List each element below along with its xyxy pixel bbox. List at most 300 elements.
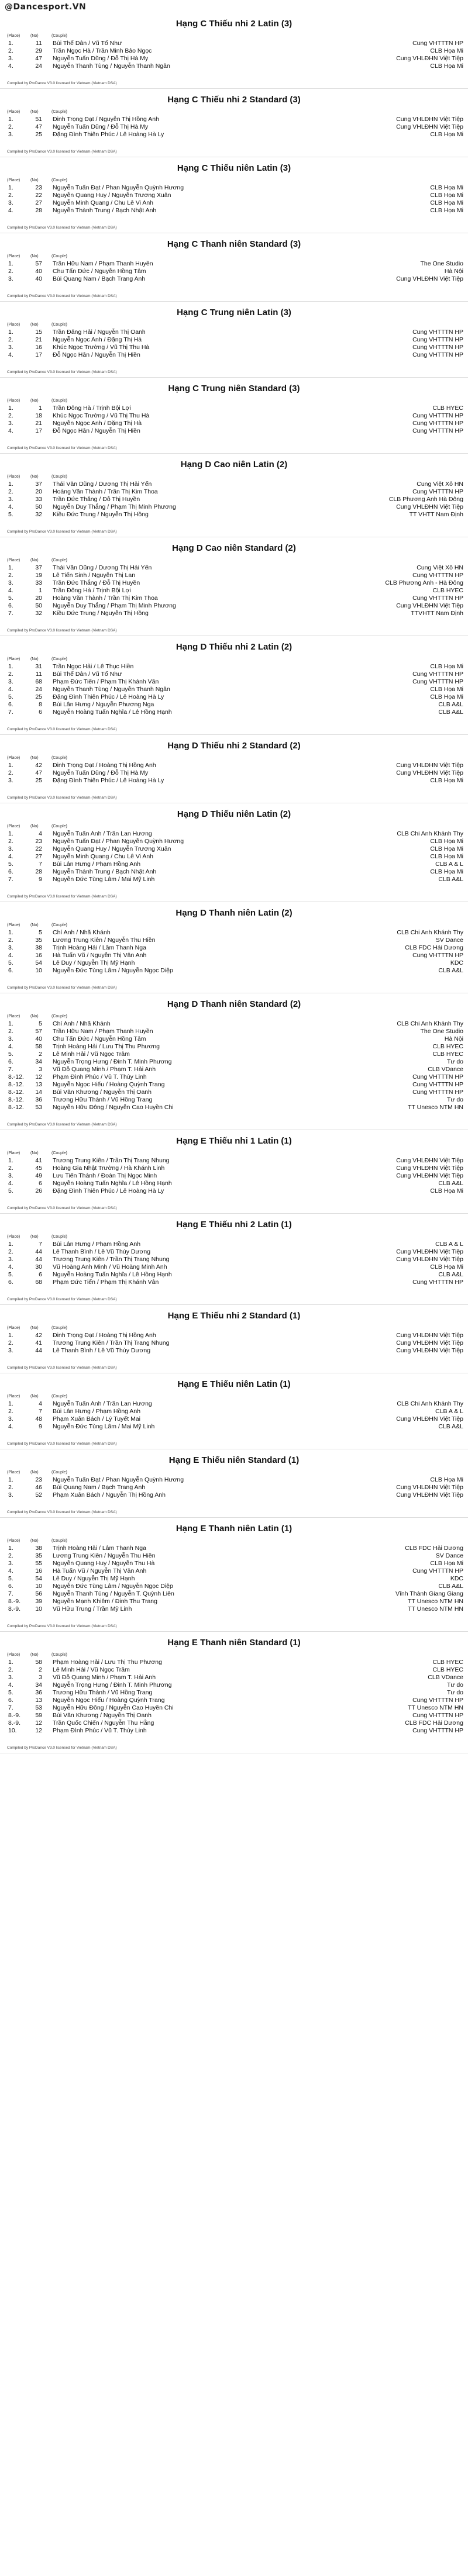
header-no: (No)	[30, 34, 39, 38]
club-cell: Tư do	[446, 1096, 463, 1103]
section-title: Hạng D Cao niên Standard (2)	[172, 543, 296, 553]
number-cell: 7	[39, 1408, 42, 1415]
result-row	[7, 1727, 463, 1735]
club-cell: CLB A&L	[438, 876, 463, 883]
couple-cell: Đặng Đình Thiên Phúc / Lê Hoàng Hà Ly	[53, 693, 164, 700]
number-cell: 33	[35, 496, 42, 503]
result-row	[7, 47, 463, 55]
result-row	[7, 192, 463, 199]
result-row	[7, 564, 463, 572]
header-couple: (Couple)	[51, 254, 67, 258]
place-cell: 3.	[8, 579, 13, 586]
place-cell: 7.	[8, 1704, 13, 1711]
number-cell: 42	[35, 762, 42, 769]
club-cell: Cung VHLĐHN Việt Tiệp	[396, 1491, 463, 1498]
couple-cell: Nguyễn Thành Trung / Bạch Nhật Anh	[53, 868, 157, 875]
section-footer: Compiled by ProDance V3.0 licensed for Vietnam (Vietnam DSA)	[7, 1624, 117, 1628]
couple-cell: Chu Tấn Đức / Nguyễn Hồng Tâm	[53, 1035, 146, 1042]
place-cell: 3.	[8, 1256, 13, 1263]
club-cell: SV Dance	[435, 1552, 463, 1559]
club-cell: Cung VHLĐHN Việt Tiệp	[396, 116, 463, 123]
result-row	[7, 587, 463, 595]
result-section	[0, 993, 468, 1130]
couple-cell: Đỗ Ngọc Hân / Nguyễn Thị Hiền	[53, 351, 140, 358]
club-cell: Cung VHTTTN HP	[412, 344, 463, 351]
place-cell: 1.	[8, 564, 13, 571]
couple-cell: Bùi Quang Nam / Bạch Trang Anh	[53, 1484, 146, 1491]
club-cell: CLB A & L	[435, 861, 463, 868]
couple-cell: Trần Ngọc Hà / Trần Minh Bảo Ngọc	[53, 47, 152, 54]
result-section	[0, 1518, 468, 1632]
result-row	[7, 412, 463, 420]
club-cell: Hà Nội	[444, 268, 463, 275]
result-row	[7, 1484, 463, 1491]
couple-cell: Bùi Văn Khương / Nguyễn Thị Oanh	[53, 1712, 152, 1719]
couple-cell: Trần Đông Hà / Trịnh Bội Lợi	[53, 587, 131, 594]
result-row	[7, 579, 463, 587]
place-cell: 1.	[8, 929, 13, 936]
result-rows	[7, 184, 463, 215]
couple-cell: Nguyễn Thanh Tùng / Nguyễn Thanh Ngân	[53, 686, 170, 693]
column-header	[7, 399, 463, 405]
couple-cell: Nguyễn Duy Thắng / Phạm Thị Minh Phương	[53, 503, 176, 510]
place-cell: 3.	[8, 1560, 13, 1567]
club-cell: Cung Việt Xô HN	[417, 481, 463, 488]
club-cell: CLB HYEC	[432, 1043, 463, 1050]
result-row	[7, 937, 463, 944]
number-cell: 23	[35, 838, 42, 845]
result-rows	[7, 830, 463, 883]
club-cell: TT VHTT Nam Định	[409, 511, 463, 518]
column-header	[7, 1151, 463, 1157]
place-cell: 6.	[8, 602, 13, 609]
number-cell: 22	[35, 192, 42, 199]
club-cell: CLB Họa Mi	[430, 1187, 463, 1194]
club-cell: Cung VHLĐHN Việt Tiệp	[396, 1165, 463, 1172]
place-cell: 1.	[8, 1020, 13, 1027]
result-row	[7, 762, 463, 769]
couple-cell: Đinh Trọng Đạt / Hoàng Thị Hồng Anh	[53, 762, 156, 769]
place-cell: 8.-12.	[8, 1089, 24, 1096]
club-cell: CLB HYEC	[432, 405, 463, 412]
club-cell: Cung VHTTTN HP	[412, 427, 463, 434]
result-section	[0, 233, 468, 302]
header-place: (Place)	[7, 475, 20, 479]
number-cell: 57	[35, 1028, 42, 1035]
couple-cell: Phạm Đức Tiến / Phạm Thị Khánh Vân	[53, 1279, 159, 1286]
couple-cell: Trần Quốc Chiến / Nguyễn Thu Hằng	[53, 1719, 154, 1726]
club-cell: Cung VHTTTN HP	[412, 678, 463, 685]
club-cell: CLB A & L	[435, 1241, 463, 1248]
number-cell: 28	[35, 207, 42, 214]
club-cell: Cung VHTTTN HP	[412, 1727, 463, 1734]
number-cell: 13	[35, 1697, 42, 1704]
place-cell: 7.	[8, 1590, 13, 1597]
results-list	[0, 13, 468, 1753]
result-rows	[7, 1659, 463, 1735]
number-cell: 3	[39, 1066, 42, 1073]
place-cell: 3.	[8, 496, 13, 503]
number-cell: 16	[35, 952, 42, 959]
place-cell: 3.	[8, 845, 13, 852]
section-footer: Compiled by ProDance V3.0 licensed for Vietnam (Vietnam DSA)	[7, 796, 117, 800]
result-row	[7, 503, 463, 511]
result-section	[0, 13, 468, 89]
result-row	[7, 275, 463, 283]
couple-cell: Trương Trung Kiên / Trần Thị Trang Nhung	[53, 1339, 170, 1346]
club-cell: Cung VHTTTN HP	[412, 420, 463, 427]
club-cell: CLB Chi Anh Khánh Thy	[397, 929, 463, 936]
result-rows	[7, 329, 463, 359]
header-no: (No)	[30, 323, 39, 327]
place-cell: 5.	[8, 1689, 13, 1696]
result-section	[0, 735, 468, 803]
place-cell: 7.	[8, 610, 13, 617]
club-cell: CLB Họa Mi	[430, 1476, 463, 1483]
result-section	[0, 302, 468, 378]
number-cell: 44	[35, 1248, 42, 1255]
result-row	[7, 1583, 463, 1590]
result-section	[0, 378, 468, 454]
number-cell: 12	[35, 1073, 42, 1080]
place-cell: 2.	[8, 838, 13, 845]
number-cell: 58	[35, 1659, 42, 1666]
place-cell: 3.	[8, 1491, 13, 1498]
couple-cell: Lương Trung Kiên / Nguyễn Thu Hiền	[53, 1552, 156, 1559]
section-title: Hạng D Thiếu nhi 2 Standard (2)	[167, 741, 301, 751]
section-title: Hạng D Thiếu niên Latin (2)	[177, 809, 291, 819]
couple-cell: Nguyễn Quang Huy / Nguyễn Trương Xuân	[53, 192, 171, 199]
place-cell: 1.	[8, 40, 13, 47]
club-cell: CLB Họa Mi	[430, 47, 463, 54]
result-row	[7, 944, 463, 952]
place-cell: 1.	[8, 184, 13, 191]
column-header	[7, 254, 463, 260]
club-cell: Cung VHLĐHN Việt Tiệp	[396, 275, 463, 282]
header-no: (No)	[30, 254, 39, 258]
couple-cell: Vũ Đỗ Quang Minh / Phạm T. Hải Anh	[53, 1066, 156, 1073]
club-cell: Cung VHLĐHN Việt Tiệp	[396, 1415, 463, 1422]
header-place: (Place)	[7, 824, 20, 828]
couple-cell: Hà Tuấn Vũ / Nguyễn Thị Vân Anh	[53, 1567, 147, 1574]
club-cell: TT Unesco NTM HN	[408, 1104, 463, 1111]
place-cell: 2.	[8, 1408, 13, 1415]
number-cell: 68	[35, 1279, 42, 1286]
place-cell: 2.	[8, 1248, 13, 1255]
number-cell: 10	[35, 967, 42, 974]
couple-cell: Trần Đăng Hải / Nguyễn Thị Oanh	[53, 329, 146, 336]
result-row	[7, 511, 463, 519]
section-footer: Compiled by ProDance V3.0 licensed for Vietnam (Vietnam DSA)	[7, 1366, 117, 1370]
number-cell: 6	[39, 1180, 42, 1187]
number-cell: 18	[35, 412, 42, 419]
couple-cell: Lê Duy / Nguyễn Thị Mỹ Hạnh	[53, 959, 135, 966]
number-cell: 44	[35, 1256, 42, 1263]
header-place: (Place)	[7, 1326, 20, 1330]
column-header	[7, 1470, 463, 1476]
club-cell: CLB VDance	[428, 1674, 463, 1681]
couple-cell: Thái Văn Dũng / Dương Thị Hải Yến	[53, 481, 152, 488]
club-cell: Cung VHLĐHN Việt Tiệp	[396, 1172, 463, 1179]
couple-cell: Nguyễn Tuấn Đạt / Phan Nguyễn Quỳnh Hương	[53, 1476, 184, 1483]
couple-cell: Nguyễn Thanh Tùng / Nguyễn T. Quỳnh Liên	[53, 1590, 174, 1597]
place-cell: 6.	[8, 1697, 13, 1704]
couple-cell: Nguyễn Hữu Đông / Nguyễn Cao Huyền Chi	[53, 1104, 174, 1111]
number-cell: 7	[39, 861, 42, 868]
result-row	[7, 40, 463, 47]
result-section	[0, 636, 468, 735]
result-row	[7, 671, 463, 678]
header-couple: (Couple)	[51, 558, 67, 562]
club-cell: TT Unesco NTM HN	[408, 1598, 463, 1605]
couple-cell: Đỗ Ngọc Hân / Nguyễn Thị Hiền	[53, 427, 140, 434]
number-cell: 1	[39, 405, 42, 412]
place-cell: 2.	[8, 1484, 13, 1491]
header-no: (No)	[30, 1470, 39, 1475]
club-cell: Cung VHLĐHN Việt Tiệp	[396, 1484, 463, 1491]
section-title: Hạng E Thiếu niên Latin (1)	[177, 1379, 291, 1389]
couple-cell: Nguyễn Tuấn Dũng / Đỗ Thị Hà My	[53, 55, 149, 62]
place-cell: 2.	[8, 1028, 13, 1035]
result-rows	[7, 1241, 463, 1286]
result-row	[7, 952, 463, 959]
club-cell: CLB VDance	[428, 1066, 463, 1073]
place-cell: 6.	[8, 1583, 13, 1590]
number-cell: 40	[35, 268, 42, 275]
header-no: (No)	[30, 110, 39, 114]
number-cell: 4	[39, 830, 42, 837]
couple-cell: Trương Trung Kiên / Trần Thị Trang Nhung	[53, 1157, 170, 1164]
club-cell: CLB Họa Mi	[430, 663, 463, 670]
place-cell: 6.	[8, 868, 13, 875]
club-cell: Cung VHTTTN HP	[412, 1279, 463, 1286]
result-row	[7, 1073, 463, 1081]
place-cell: 4.	[8, 686, 13, 693]
number-cell: 41	[35, 1157, 42, 1164]
place-cell: 8.-9.	[8, 1712, 21, 1719]
place-cell: 8.-12.	[8, 1104, 24, 1111]
club-cell: CLB Chi Anh Khánh Thy	[397, 830, 463, 837]
result-row	[7, 1719, 463, 1727]
number-cell: 37	[35, 564, 42, 571]
club-cell: Hà Nội	[444, 1035, 463, 1042]
result-row	[7, 701, 463, 709]
header-couple: (Couple)	[51, 657, 67, 661]
place-cell: 2.	[8, 1552, 13, 1559]
place-cell: 7.	[8, 709, 13, 716]
couple-cell: Nguyễn Hoàng Tuấn Nghĩa / Lê Hồng Hạnh	[53, 1271, 172, 1278]
couple-cell: Đinh Trọng Đạt / Hoàng Thị Hồng Anh	[53, 1332, 156, 1339]
couple-cell: Nguyễn Quang Huy / Nguyễn Thu Hà	[53, 1560, 155, 1567]
header-couple: (Couple)	[51, 34, 67, 38]
couple-cell: Lưu Tiến Thành / Đoàn Thị Ngọc Minh	[53, 1172, 157, 1179]
club-cell: Cung VHTTTN HP	[412, 572, 463, 579]
club-cell: Cung VHLĐHN Việt Tiệp	[396, 1256, 463, 1263]
place-cell: 2.	[8, 488, 13, 495]
result-row	[7, 693, 463, 701]
number-cell: 40	[35, 1035, 42, 1042]
result-row	[7, 1681, 463, 1689]
club-cell: CLB Họa Mi	[430, 192, 463, 199]
couple-cell: Nguyễn Tuấn Anh / Trần Lan Hương	[53, 830, 152, 837]
club-cell: Cung VHTTTN HP	[412, 595, 463, 602]
couple-cell: Vũ Hoàng Anh Minh / Vũ Hoàng Minh Anh	[53, 1263, 167, 1270]
couple-cell: Lương Trung Kiên / Nguyễn Thu Hiền	[53, 937, 156, 944]
column-header	[7, 323, 463, 329]
club-cell: Tư do	[446, 1681, 463, 1688]
couple-cell: Trần Đức Thắng / Đỗ Thị Huyền	[53, 579, 140, 586]
result-row	[7, 427, 463, 435]
number-cell: 45	[35, 1165, 42, 1172]
result-rows	[7, 40, 463, 70]
number-cell: 6	[39, 709, 42, 716]
couple-cell: Trương Trung Kiên / Trần Thị Trang Nhung	[53, 1256, 170, 1263]
number-cell: 29	[35, 47, 42, 54]
result-row	[7, 1400, 463, 1408]
place-cell: 8.-12.	[8, 1096, 24, 1103]
header-couple: (Couple)	[51, 1235, 67, 1239]
number-cell: 21	[35, 336, 42, 343]
number-cell: 47	[35, 55, 42, 62]
number-cell: 7	[39, 1241, 42, 1248]
result-row	[7, 1096, 463, 1104]
result-section	[0, 157, 468, 233]
result-row	[7, 1666, 463, 1674]
place-cell: 3.	[8, 1035, 13, 1042]
number-cell: 50	[35, 602, 42, 609]
result-row	[7, 1491, 463, 1499]
place-cell: 3.	[8, 678, 13, 685]
couple-cell: Nguyễn Minh Quang / Chu Lê Vi Anh	[53, 853, 154, 860]
result-row	[7, 1347, 463, 1355]
place-cell: 3.	[8, 420, 13, 427]
result-rows	[7, 405, 463, 435]
number-cell: 58	[35, 1043, 42, 1050]
club-cell: CLB A&L	[438, 967, 463, 974]
result-row	[7, 929, 463, 937]
result-row	[7, 572, 463, 579]
result-row	[7, 1552, 463, 1560]
place-cell: 4.	[8, 587, 13, 594]
club-cell: CLB Họa Mi	[430, 207, 463, 214]
place-cell: 6.	[8, 701, 13, 708]
club-cell: KDC	[450, 1575, 463, 1582]
couple-cell: Trần Hữu Nam / Phạm Thanh Huyền	[53, 260, 153, 267]
header-no: (No)	[30, 1394, 39, 1399]
number-cell: 34	[35, 1058, 42, 1065]
header-couple: (Couple)	[51, 1014, 67, 1018]
site-logo: @Dancesport.VN	[5, 2, 87, 12]
club-cell: CLB Họa Mi	[430, 1263, 463, 1270]
couple-cell: Hoàng Văn Thành / Trần Thị Kim Thoa	[53, 488, 158, 495]
club-cell: CLB Họa Mi	[430, 184, 463, 191]
number-cell: 53	[35, 1704, 42, 1711]
section-title: Hạng C Thiếu nhi 2 Latin (3)	[176, 19, 292, 29]
club-cell: CLB Họa Mi	[430, 131, 463, 138]
header-couple: (Couple)	[51, 475, 67, 479]
result-row	[7, 1590, 463, 1598]
section-footer: Compiled by ProDance V3.0 licensed for Vietnam (Vietnam DSA)	[7, 895, 117, 899]
result-rows	[7, 1476, 463, 1499]
club-cell: CLB Họa Mi	[430, 845, 463, 852]
number-cell: 11	[36, 40, 42, 47]
number-cell: 36	[35, 1096, 42, 1103]
place-cell: 1.	[8, 830, 13, 837]
number-cell: 20	[35, 488, 42, 495]
couple-cell: Trịnh Hoàng Hải / Lâm Thanh Nga	[53, 944, 146, 951]
result-row	[7, 184, 463, 192]
place-cell: 5.	[8, 959, 13, 966]
result-row	[7, 1051, 463, 1058]
result-row	[7, 1545, 463, 1552]
section-footer: Compiled by ProDance V3.0 licensed for Vietnam (Vietnam DSA)	[7, 150, 117, 154]
place-cell: 1.	[8, 1241, 13, 1248]
header-place: (Place)	[7, 923, 20, 927]
number-cell: 38	[35, 944, 42, 951]
club-cell: The One Studio	[420, 260, 463, 267]
header-place: (Place)	[7, 1235, 20, 1239]
couple-cell: Nguyễn Thanh Tùng / Nguyễn Thanh Ngân	[53, 63, 170, 70]
club-cell: The One Studio	[420, 1028, 463, 1035]
result-row	[7, 1567, 463, 1575]
result-row	[7, 116, 463, 123]
result-row	[7, 260, 463, 268]
result-row	[7, 199, 463, 207]
couple-cell: Nguyễn Đức Tùng Lâm / Nguyễn Ngọc Diệp	[53, 1583, 173, 1590]
number-cell: 32	[35, 610, 42, 617]
place-cell: 5.	[8, 861, 13, 868]
couple-cell: Chí Anh / Nhã Khánh	[53, 1020, 111, 1027]
header-no: (No)	[30, 824, 39, 828]
header-no: (No)	[30, 756, 39, 760]
number-cell: 52	[35, 1491, 42, 1498]
result-rows	[7, 116, 463, 139]
result-rows	[7, 1332, 463, 1355]
number-cell: 46	[35, 1484, 42, 1491]
number-cell: 21	[35, 420, 42, 427]
couple-cell: Lê Thanh Bình / Lê Vũ Thùy Dương	[53, 1248, 151, 1255]
couple-cell: Hoàng Văn Thành / Trần Thị Kim Thoa	[53, 595, 158, 602]
header-couple: (Couple)	[51, 1539, 67, 1543]
couple-cell: Đinh Trọng Đạt / Nguyễn Thị Hồng Anh	[53, 116, 159, 123]
club-cell: Cung VHLĐHN Việt Tiệp	[396, 1339, 463, 1346]
couple-cell: Nguyễn Hữu Đông / Nguyễn Cao Huyền Chi	[53, 1704, 174, 1711]
place-cell: 1.	[8, 1476, 13, 1483]
club-cell: TT Unesco NTM HN	[408, 1704, 463, 1711]
place-cell: 2.	[8, 1339, 13, 1346]
section-title: Hạng D Cao niên Latin (2)	[180, 460, 288, 469]
result-row	[7, 420, 463, 427]
result-row	[7, 55, 463, 63]
header-no: (No)	[30, 1151, 39, 1155]
number-cell: 9	[39, 876, 42, 883]
header-couple: (Couple)	[51, 1394, 67, 1399]
result-row	[7, 481, 463, 488]
header-no: (No)	[30, 1539, 39, 1543]
club-cell: Cung VHTTTN HP	[412, 671, 463, 678]
column-header	[7, 1653, 463, 1659]
couple-cell: Phạm Đình Phúc / Vũ T. Thùy Linh	[53, 1727, 147, 1734]
couple-cell: Nguyễn Trọng Hưng / Đinh T. Minh Phương	[53, 1058, 172, 1065]
couple-cell: Nguyễn Trọng Hưng / Đinh T. Minh Phương	[53, 1681, 172, 1688]
place-cell: 2.	[8, 1666, 13, 1673]
place-cell: 1.	[8, 1157, 13, 1164]
result-row	[7, 663, 463, 671]
column-header	[7, 1539, 463, 1545]
result-section	[0, 1214, 468, 1305]
place-cell: 4.	[8, 853, 13, 860]
result-row	[7, 602, 463, 610]
